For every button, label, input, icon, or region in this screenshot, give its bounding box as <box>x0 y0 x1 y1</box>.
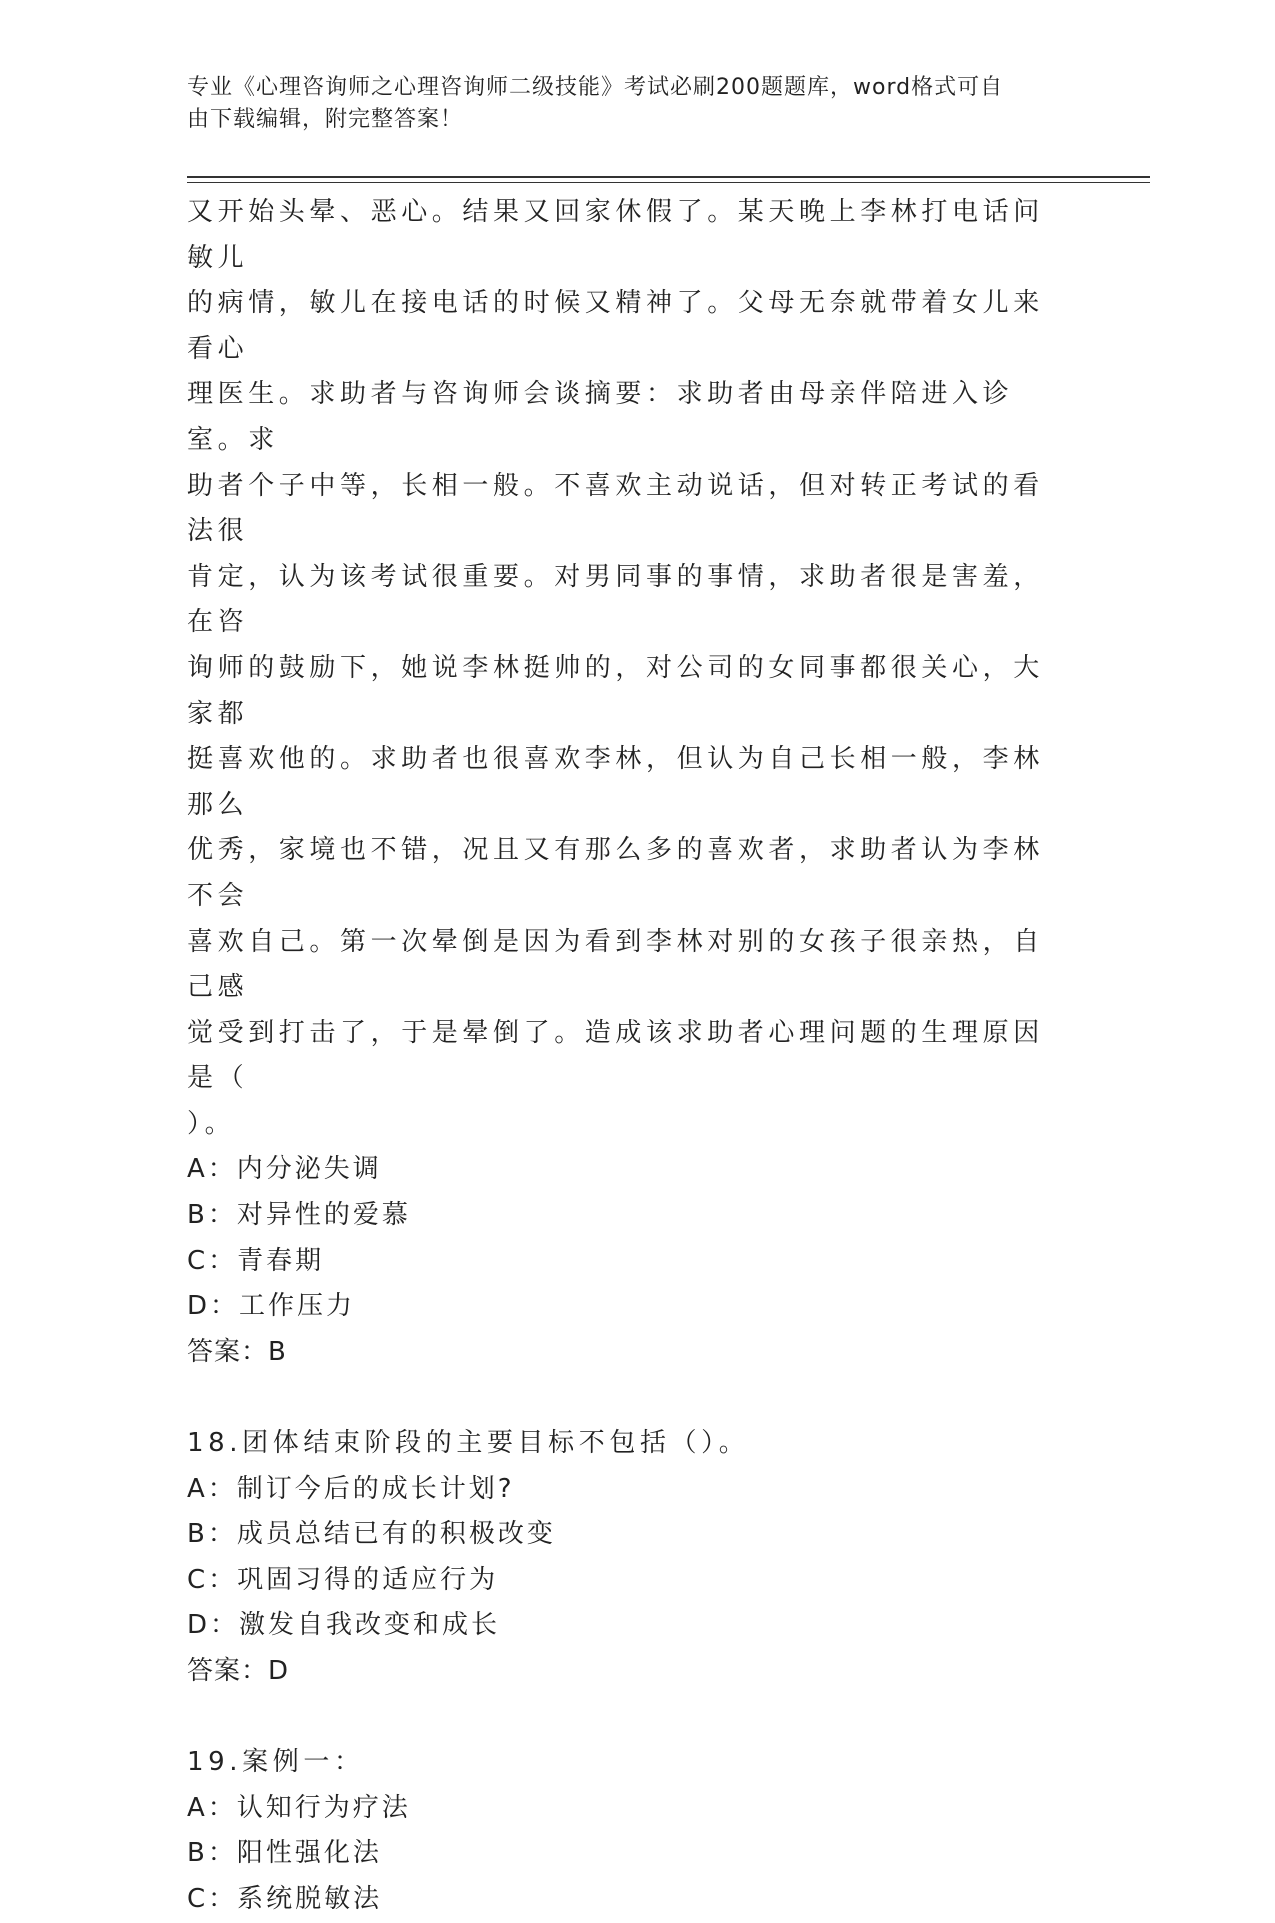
stem-line: 助者个子中等，长相一般。不喜欢主动说话，但对转正考试的看法很 <box>187 470 1044 547</box>
option-d: D：工作压力 <box>187 1291 356 1322</box>
header-divider-thick <box>187 176 1150 178</box>
header-line-2: 由下载编辑，附完整答案！ <box>187 107 464 132</box>
answer: 答案：D <box>187 1656 290 1686</box>
stem-line: 又开始头晕、恶心。结果又回家休假了。某天晚上李林打电话问敏儿 <box>187 197 1044 273</box>
question-19 <box>187 1740 1067 1922</box>
stem-line: 询师的鼓励下，她说李林挺帅的，对公司的女同事都很关心，大家都 <box>187 652 1044 729</box>
stem-line: 优秀，家境也不错，况且又有那么多的喜欢者，求助者认为李林不会 <box>187 835 1044 911</box>
document-header <box>187 72 1067 136</box>
option-a: A：制订今后的成长计划? <box>187 1473 515 1504</box>
stem-line: ）。 <box>187 1108 236 1139</box>
document-body <box>187 190 1067 1923</box>
option-a: A：认知行为疗法 <box>187 1792 411 1823</box>
question-18-title: 18.团体结束阶段的主要目标不包括（）。 <box>187 1428 750 1459</box>
option-b: B：成员总结已有的积极改变 <box>187 1519 556 1550</box>
stem-line: 喜欢自己。第一次晕倒是因为看到李林对别的女孩子很亲热，自己感 <box>187 926 1044 1003</box>
option-c: C：巩固习得的适应行为 <box>187 1564 499 1595</box>
option-b: B：阳性强化法 <box>187 1838 382 1869</box>
header-line-1: 专业《心理咨询师之心理咨询师二级技能》考试必刷200题题库，word格式可自 <box>187 75 1004 100</box>
stem-line: 觉受到打击了，于是晕倒了。造成该求助者心理问题的生理原因是（ <box>187 1017 1044 1094</box>
option-a: A：内分泌失调 <box>187 1154 382 1185</box>
question-19-title: 19.案例一： <box>187 1747 365 1778</box>
question-spacer <box>187 1375 1067 1421</box>
stem-line: 的病情，敏儿在接电话的时候又精神了。父母无奈就带着女儿来看心 <box>187 288 1044 364</box>
question-18 <box>187 1421 1067 1695</box>
question-17 <box>187 190 1067 1375</box>
question-17-stem <box>187 190 1067 1147</box>
stem-line: 理医生。求助者与咨询师会谈摘要：求助者由母亲伴陪进入诊室。求 <box>187 379 1014 455</box>
question-spacer <box>187 1695 1067 1741</box>
stem-line: 肯定，认为该考试很重要。对男同事的事情，求助者很是害羞，在咨 <box>187 561 1044 638</box>
option-c: C：青春期 <box>187 1245 325 1276</box>
option-d: D：激发自我改变和成长 <box>187 1610 501 1641</box>
header-divider-thin <box>187 182 1150 183</box>
answer: 答案：B <box>187 1336 287 1367</box>
stem-line: 挺喜欢他的。求助者也很喜欢李林，但认为自己长相一般，李林那么 <box>187 744 1044 820</box>
option-c: C：系统脱敏法 <box>187 1883 383 1914</box>
option-b: B：对异性的爱慕 <box>187 1200 411 1231</box>
